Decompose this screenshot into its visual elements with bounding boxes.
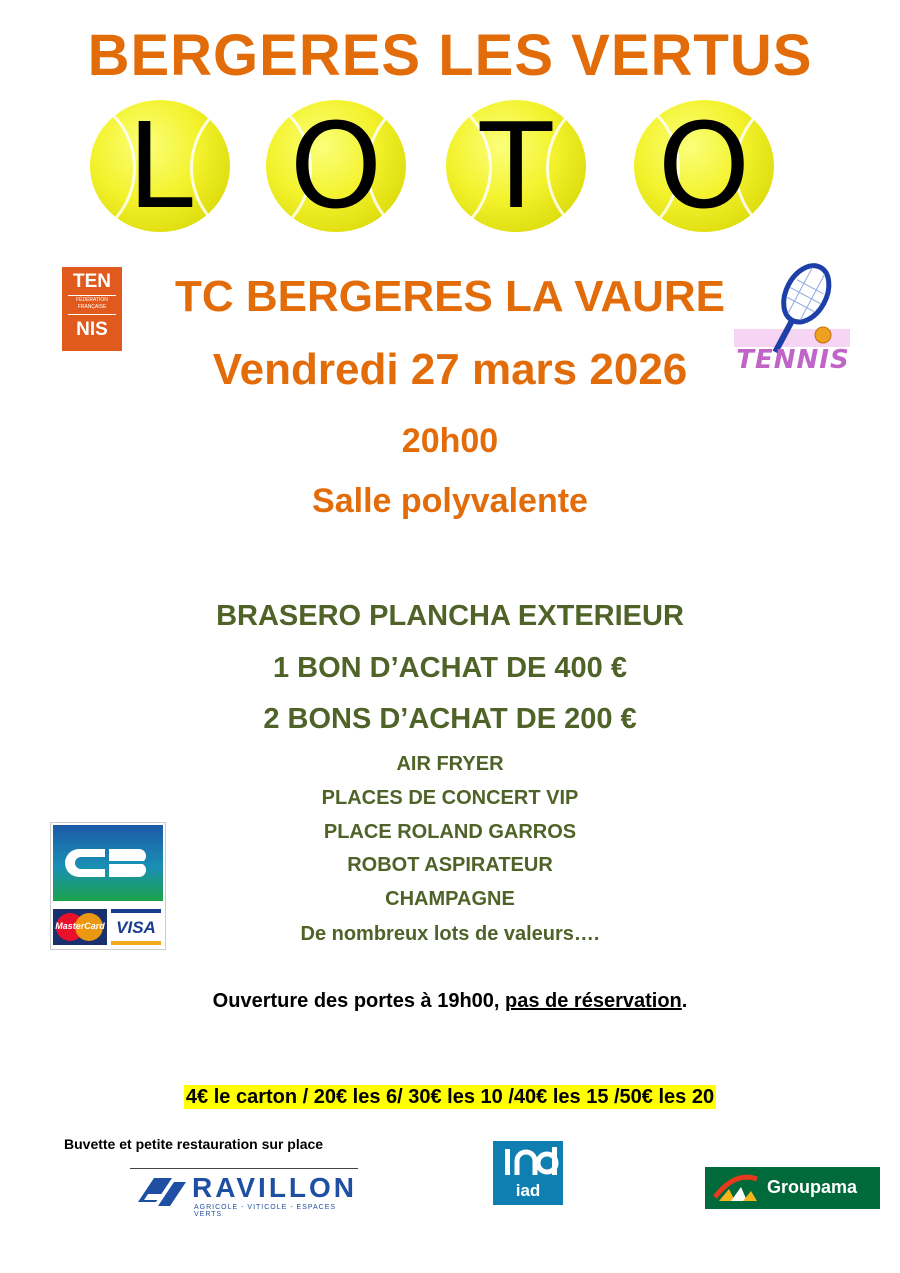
club-name: TC BERGERES LA VAURE bbox=[174, 272, 726, 321]
opening-text: Ouverture des portes à 19h00, bbox=[212, 990, 506, 1012]
prices-line bbox=[0, 1086, 900, 1109]
loto-letter: O bbox=[289, 100, 383, 232]
groupama-logo bbox=[705, 1167, 880, 1209]
prize-minor: De nombreux lots de valeurs…. bbox=[300, 923, 600, 945]
prize-major: BRASERO PLANCHA EXTERIEUR bbox=[216, 600, 684, 632]
event-time: 20h00 bbox=[401, 422, 499, 460]
event-venue: Salle polyvalente bbox=[312, 482, 588, 520]
fft-logo-middle: FÉDÉRATION FRANÇAISE bbox=[76, 297, 108, 310]
loto-letter: L bbox=[127, 100, 193, 232]
prize-minor: PLACES DE CONCERT VIP bbox=[321, 787, 579, 809]
mastercard-text: MasterCard bbox=[55, 921, 105, 931]
buvette-text: Buvette et petite restauration sur place bbox=[64, 1136, 324, 1152]
cb-icon bbox=[65, 847, 151, 879]
payment-cards-logo bbox=[50, 822, 166, 950]
event-date: Vendredi 27 mars 2026 bbox=[212, 345, 688, 394]
iad-logo bbox=[493, 1141, 563, 1205]
prize-minor: PLACE ROLAND GARROS bbox=[323, 821, 577, 843]
no-reservation-text: pas de réservation bbox=[505, 990, 682, 1012]
opening-end: . bbox=[681, 990, 688, 1012]
tennis-ball-letter-l bbox=[90, 100, 230, 232]
ravillon-tagline: AGRICOLE - VITICOLE - ESPACES VERTS bbox=[194, 1204, 337, 1218]
prices-text: 4€ le carton / 20€ les 6/ 30€ les 10 /40€ les 15 /50€ les 20 bbox=[185, 1086, 715, 1108]
prize-minor: CHAMPAGNE bbox=[385, 888, 515, 910]
groupama-text: Groupama bbox=[767, 1177, 858, 1197]
prize-major: 2 BONS D’ACHAT DE 200 € bbox=[263, 703, 637, 735]
ravillon-logo bbox=[130, 1172, 358, 1216]
town-title: BERGERES LES VERTUS bbox=[87, 23, 813, 88]
ravillon-name: RAVILLON bbox=[192, 1172, 358, 1203]
loto-letter: T bbox=[479, 100, 553, 232]
iad-text: iad bbox=[515, 1181, 541, 1200]
visa-icon bbox=[111, 909, 161, 945]
ravillon-icon bbox=[132, 1172, 188, 1212]
fft-logo-top: TEN bbox=[73, 271, 111, 292]
club-logo-text: TENNIS bbox=[736, 345, 850, 375]
mastercard-icon bbox=[53, 909, 107, 945]
tennis-ball-letter-o bbox=[266, 100, 406, 232]
divider bbox=[130, 1168, 358, 1169]
fft-logo-bottom: NIS bbox=[76, 319, 108, 340]
iad-icon bbox=[493, 1141, 563, 1183]
prize-major: 1 BON D’ACHAT DE 400 € bbox=[273, 652, 627, 684]
prize-minor: AIR FRYER bbox=[396, 753, 504, 775]
cb-logo bbox=[53, 825, 163, 901]
tennis-ball-letter-o2 bbox=[634, 100, 774, 232]
opening-info bbox=[0, 990, 900, 1013]
visa-text: VISA bbox=[116, 918, 156, 937]
loto-letter: O bbox=[657, 100, 751, 232]
prize-minor: ROBOT ASPIRATEUR bbox=[347, 854, 553, 876]
groupama-icon bbox=[705, 1167, 763, 1209]
tennis-ball-letter-t bbox=[446, 100, 586, 232]
